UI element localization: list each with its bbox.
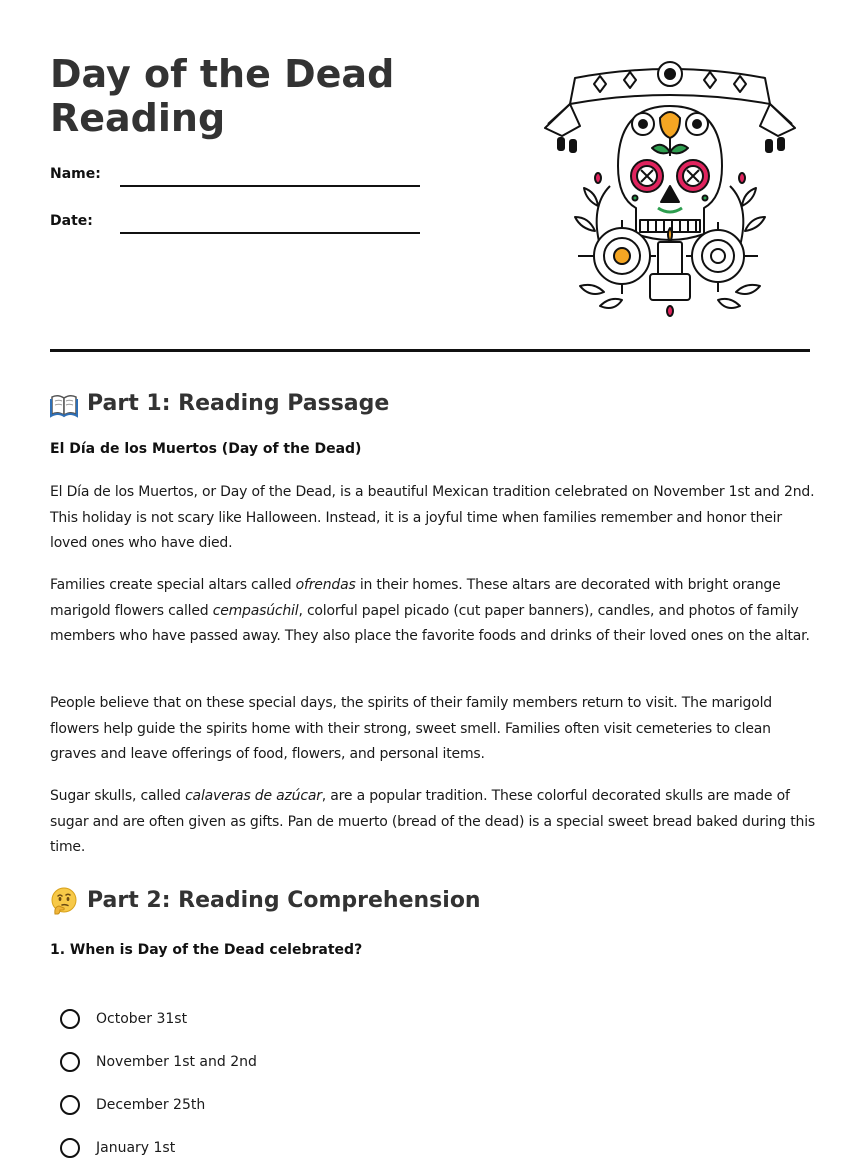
option-label: December 25th xyxy=(96,1097,206,1113)
passage-paragraph-2 xyxy=(50,573,820,650)
date-label: Date: xyxy=(50,213,93,229)
date-field xyxy=(50,213,430,253)
para2-text-a: Families create special altars called xyxy=(50,577,296,593)
option-label: January 1st xyxy=(96,1140,176,1156)
page-title xyxy=(50,52,394,140)
term-calaveras: calaveras de azúcar xyxy=(185,788,322,804)
title-line-1: Day of the Dead xyxy=(50,52,395,96)
question-1: 1. When is Day of the Dead celebrated? xyxy=(50,942,363,958)
para4-text-b: , are a popular tradition. These colorful decorated skulls are made of sugar and are often given as gifts. Pan de muerto (bread of the dead) is a special sweet bread baked during this time. xyxy=(50,788,816,856)
radio-button[interactable] xyxy=(60,1095,80,1115)
para2-text-c: , colorful papel picado (cut paper banners), candles, and photos of family members who have passed away. They also place the favorite foods and drinks of their loved ones on the altar. xyxy=(50,602,810,645)
part1-heading-text: Part 1: Reading Passage xyxy=(87,391,390,416)
radio-button[interactable] xyxy=(60,1009,80,1029)
passage-paragraph-3: People believe that on these special days, the spirits of their family members return to visit. The marigold flowers help guide the spirits home with their strong, sweet smell. Families often visit cemeteries to clean graves and leave offerings of food, flowers, and personal items. xyxy=(50,695,772,763)
sugar-skull-illustration xyxy=(540,56,800,318)
thinking-face-icon xyxy=(50,887,78,915)
option-label: October 31st xyxy=(96,1011,188,1027)
name-label: Name: xyxy=(50,166,101,182)
q1-option-1[interactable] xyxy=(60,1007,187,1031)
radio-button[interactable] xyxy=(60,1052,80,1072)
passage-paragraph-4 xyxy=(50,784,820,861)
passage-title: El Día de los Muertos (Day of the Dead) xyxy=(50,441,362,457)
passage-paragraph-1: El Día de los Muertos, or Day of the Dead, is a beautiful Mexican tradition celebrated on November 1st and 2nd. This holiday is not scary like Halloween. Instead, it is a joyful time when families remember and honor their loved ones who have died. xyxy=(50,484,815,552)
part1-heading xyxy=(50,390,389,418)
term-ofrendas: ofrendas xyxy=(295,577,356,593)
title-line-2: Reading xyxy=(50,96,226,140)
header-divider xyxy=(50,349,810,352)
radio-button[interactable] xyxy=(60,1138,80,1158)
part2-heading xyxy=(50,887,481,915)
option-label: November 1st and 2nd xyxy=(96,1054,257,1070)
para4-text-a: Sugar skulls, called xyxy=(50,788,186,804)
date-line[interactable] xyxy=(120,232,420,234)
para2-text-b: in their homes. These altars are decorated with bright orange marigold flowers called xyxy=(50,577,781,619)
q1-option-2[interactable] xyxy=(60,1050,257,1074)
q1-option-3[interactable] xyxy=(60,1093,205,1117)
q1-option-4[interactable] xyxy=(60,1136,175,1160)
part2-heading-text: Part 2: Reading Comprehension xyxy=(87,888,481,913)
name-line[interactable] xyxy=(120,185,420,187)
open-book-icon xyxy=(50,390,78,418)
name-field xyxy=(50,166,430,206)
term-cempasuchil: cempasúchil xyxy=(212,602,299,619)
